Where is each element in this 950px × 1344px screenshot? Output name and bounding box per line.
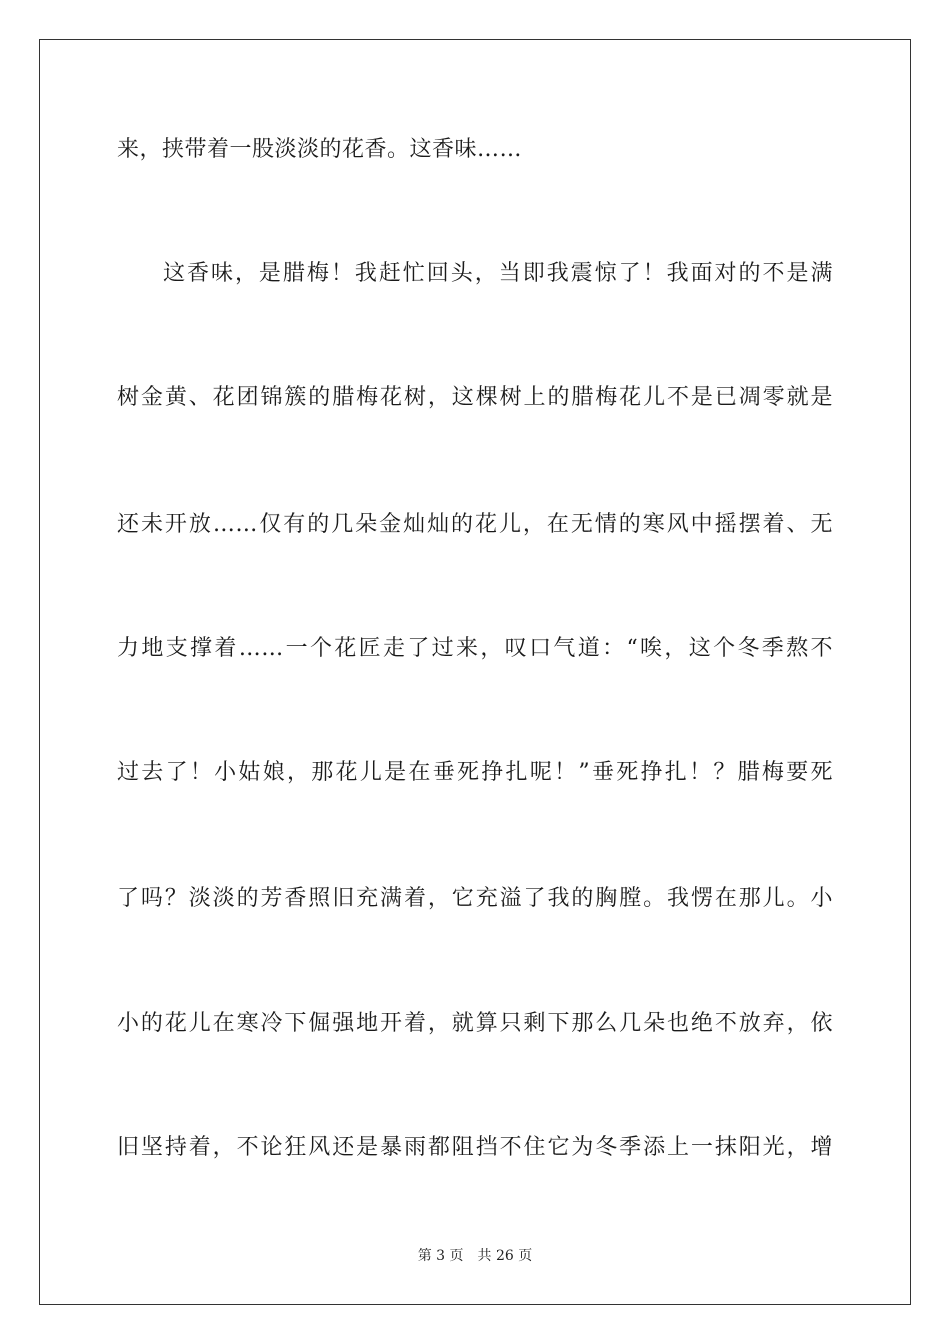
paragraph-line: 了吗？淡淡的芳香照旧充满着，它充溢了我的胸膛。我愣在那儿。小 [117, 886, 833, 911]
paragraph-line: 力地支撑着……一个花匠走了过来，叹口气道：“唉，这个冬季熬不 [117, 636, 833, 661]
paragraph-line: 树金黄、花团锦簇的腊梅花树，这棵树上的腊梅花儿不是已凋零就是 [117, 385, 833, 410]
page-number: 第 3 页 共 26 页 [417, 1248, 533, 1264]
page-border [39, 39, 911, 1305]
paragraph-line: 还未开放……仅有的几朵金灿灿的花儿，在无情的寒风中摇摆着、无 [117, 512, 833, 537]
paragraph-line: 过去了！小姑娘，那花儿是在垂死挣扎呢！”垂死挣扎！？腊梅要死 [117, 760, 833, 785]
paragraph-line: 小的花儿在寒冷下倔强地开着，就算只剩下那么几朵也绝不放弃，依 [117, 1011, 833, 1036]
paragraph-line: 旧坚持着，不论狂风还是暴雨都阻挡不住它为冬季添上一抹阳光，增 [117, 1135, 833, 1160]
paragraph-line: 这香味，是腊梅！我赶忙回头，当即我震惊了！我面对的不是满 [163, 261, 833, 286]
paragraph-line: 来，挟带着一股淡淡的花香。这香味…… [117, 137, 523, 162]
